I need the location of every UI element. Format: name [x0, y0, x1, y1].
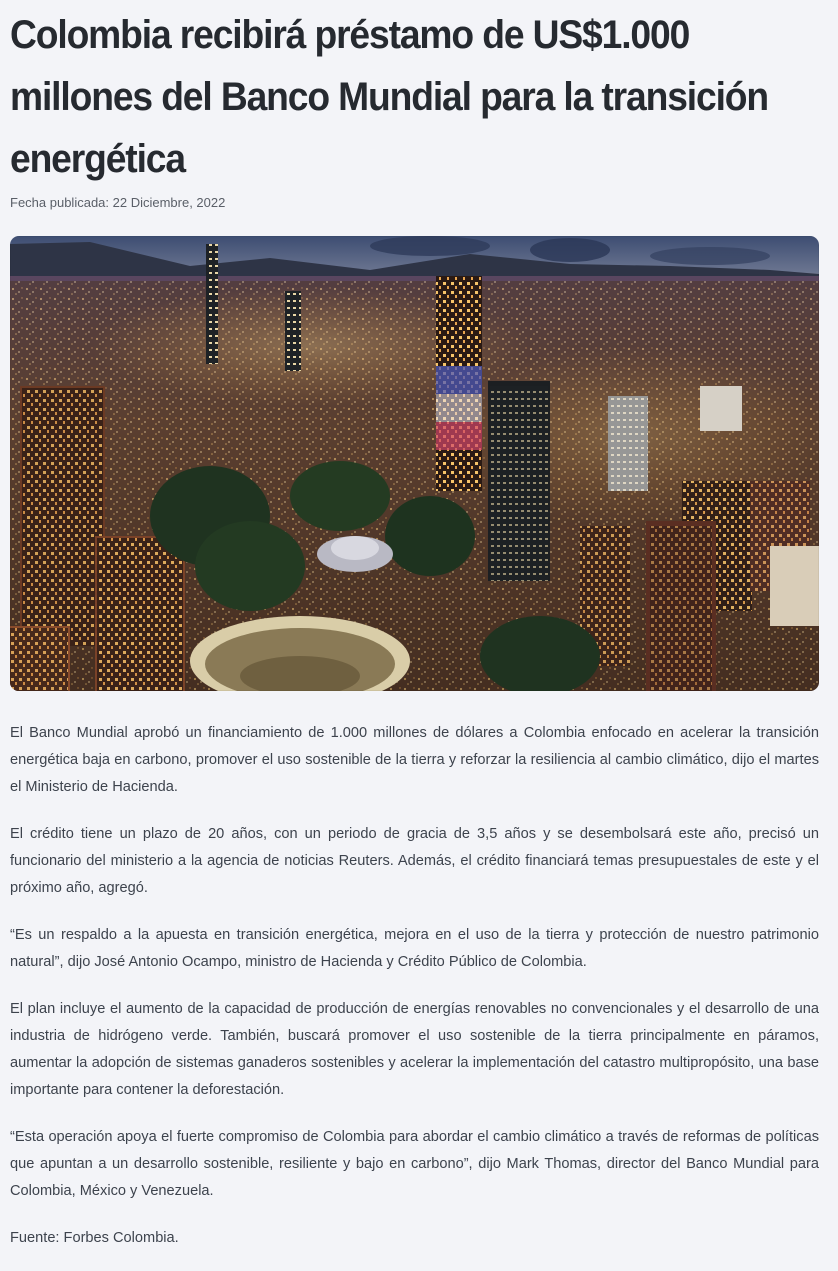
paragraph: “Esta operación apoya el fuerte compromiso de Colombia para abordar el cambio climático a través de reformas de políticas que apuntan a un desarrollo sostenible, resiliente y bajo en carbono”, dijo Mark Thomas, director del Banco Mundial para Colombia, México y Venezuela. [10, 1129, 819, 1199]
source-credit: Fuente: Forbes Colombia. [10, 1230, 179, 1246]
hero-image [10, 236, 819, 691]
paragraph: El plan incluye el aumento de la capacidad de producción de energías renovables no convencionales y el desarrollo de una industria de hidrógeno verde. También, buscará promover el uso sostenible de la tierra principalmente en páramos, aumentar la adopción de sistemas ganaderos sostenibles y acelerar la implementación del catastro multipropósito, una base importante para contener la deforestación. [10, 1001, 819, 1098]
article-title: Colombia recibirá préstamo de US$1.000 millones del Banco Mundial para la transición energética [10, 13, 769, 181]
publish-date: Fecha publicada: 22 Diciembre, 2022 [10, 195, 226, 210]
paragraph: El crédito tiene un plazo de 20 años, con un periodo de gracia de 3,5 años y se desembolsará este año, precisó un funcionario del ministerio a la agencia de noticias Reuters. Además, el crédito financiará temas presupuestales de este y el próximo año, agregó. [10, 826, 819, 896]
paragraph: “Es un respaldo a la apuesta en transición energética, mejora en el uso de la tierra y protección de nuestro patrimonio natural”, dijo José Antonio Ocampo, ministro de Hacienda y Crédito Público de Colombia. [10, 927, 819, 970]
article-body [10, 720, 819, 1252]
paragraph: El Banco Mundial aprobó un financiamiento de 1.000 millones de dólares a Colombia enfocado en acelerar la transición energética baja en carbono, promover el uso sostenible de la tierra y reforzar la resiliencia al cambio climático, dijo el martes el Ministerio de Hacienda. [10, 725, 819, 795]
